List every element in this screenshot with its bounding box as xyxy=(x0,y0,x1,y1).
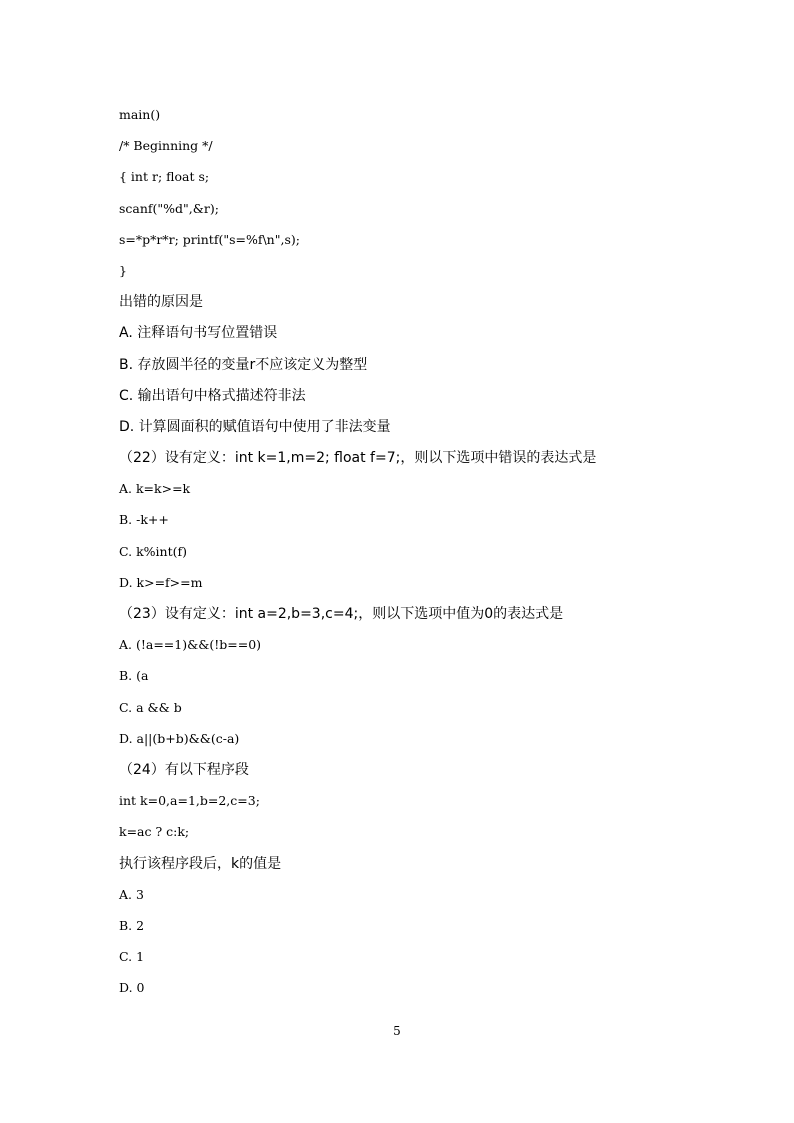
answer-option-c: C. 1 xyxy=(119,949,145,965)
question-prompt: 执行该程序段后，k的值是 xyxy=(119,855,282,872)
code-line: } xyxy=(119,262,127,278)
answer-option-d: D. k>=f>=m xyxy=(119,574,203,590)
answer-option-d: D. 计算圆面积的赋值语句中使用了非法变量 xyxy=(119,418,391,435)
code-line: s=*p*r*r; printf("s=%f\n",s); xyxy=(119,231,300,247)
answer-option-b: B. 2 xyxy=(119,917,145,933)
document-body xyxy=(119,103,679,1007)
code-line: int k=0,a=1,b=2,c=3; xyxy=(119,793,260,809)
answer-option-b: B. (a xyxy=(119,668,149,684)
answer-option-a: A. k=k>=k xyxy=(119,481,191,497)
answer-option-b: B. 存放圆半径的变量r不应该定义为整型 xyxy=(119,356,368,373)
answer-option-a: A. 3 xyxy=(119,886,144,902)
answer-option-d: D. a||(b+b)&&(c-a) xyxy=(119,730,240,746)
code-line: k=ac ? c:k; xyxy=(119,824,190,840)
question-24: （24）有以下程序段 xyxy=(119,761,249,778)
answer-option-c: C. 输出语句中格式描述符非法 xyxy=(119,387,306,404)
question-prompt: 出错的原因是 xyxy=(119,294,203,311)
answer-option-b: B. -k++ xyxy=(119,512,169,528)
code-comment-line: /* Beginning */ xyxy=(119,138,213,154)
answer-option-a: A. (!a==1)&&(!b==0) xyxy=(119,637,262,653)
code-line: main() xyxy=(119,107,161,122)
code-line: scanf("%d",&r); xyxy=(119,200,219,216)
code-line: { int r; float s; xyxy=(119,169,210,185)
answer-option-c: C. k%int(f) xyxy=(119,543,187,559)
answer-option-c: C. a && b xyxy=(119,699,182,715)
page-number: 5 xyxy=(393,1024,401,1038)
answer-option-d: D. 0 xyxy=(119,980,145,996)
question-22: （22）设有定义：int k=1,m=2; float f=7;，则以下选项中错误的表达式是 xyxy=(119,450,597,467)
answer-option-a: A. 注释语句书写位置错误 xyxy=(119,325,278,342)
question-23: （23）设有定义：int a=2,b=3,c=4;，则以下选项中值为0的表达式是 xyxy=(119,606,564,622)
